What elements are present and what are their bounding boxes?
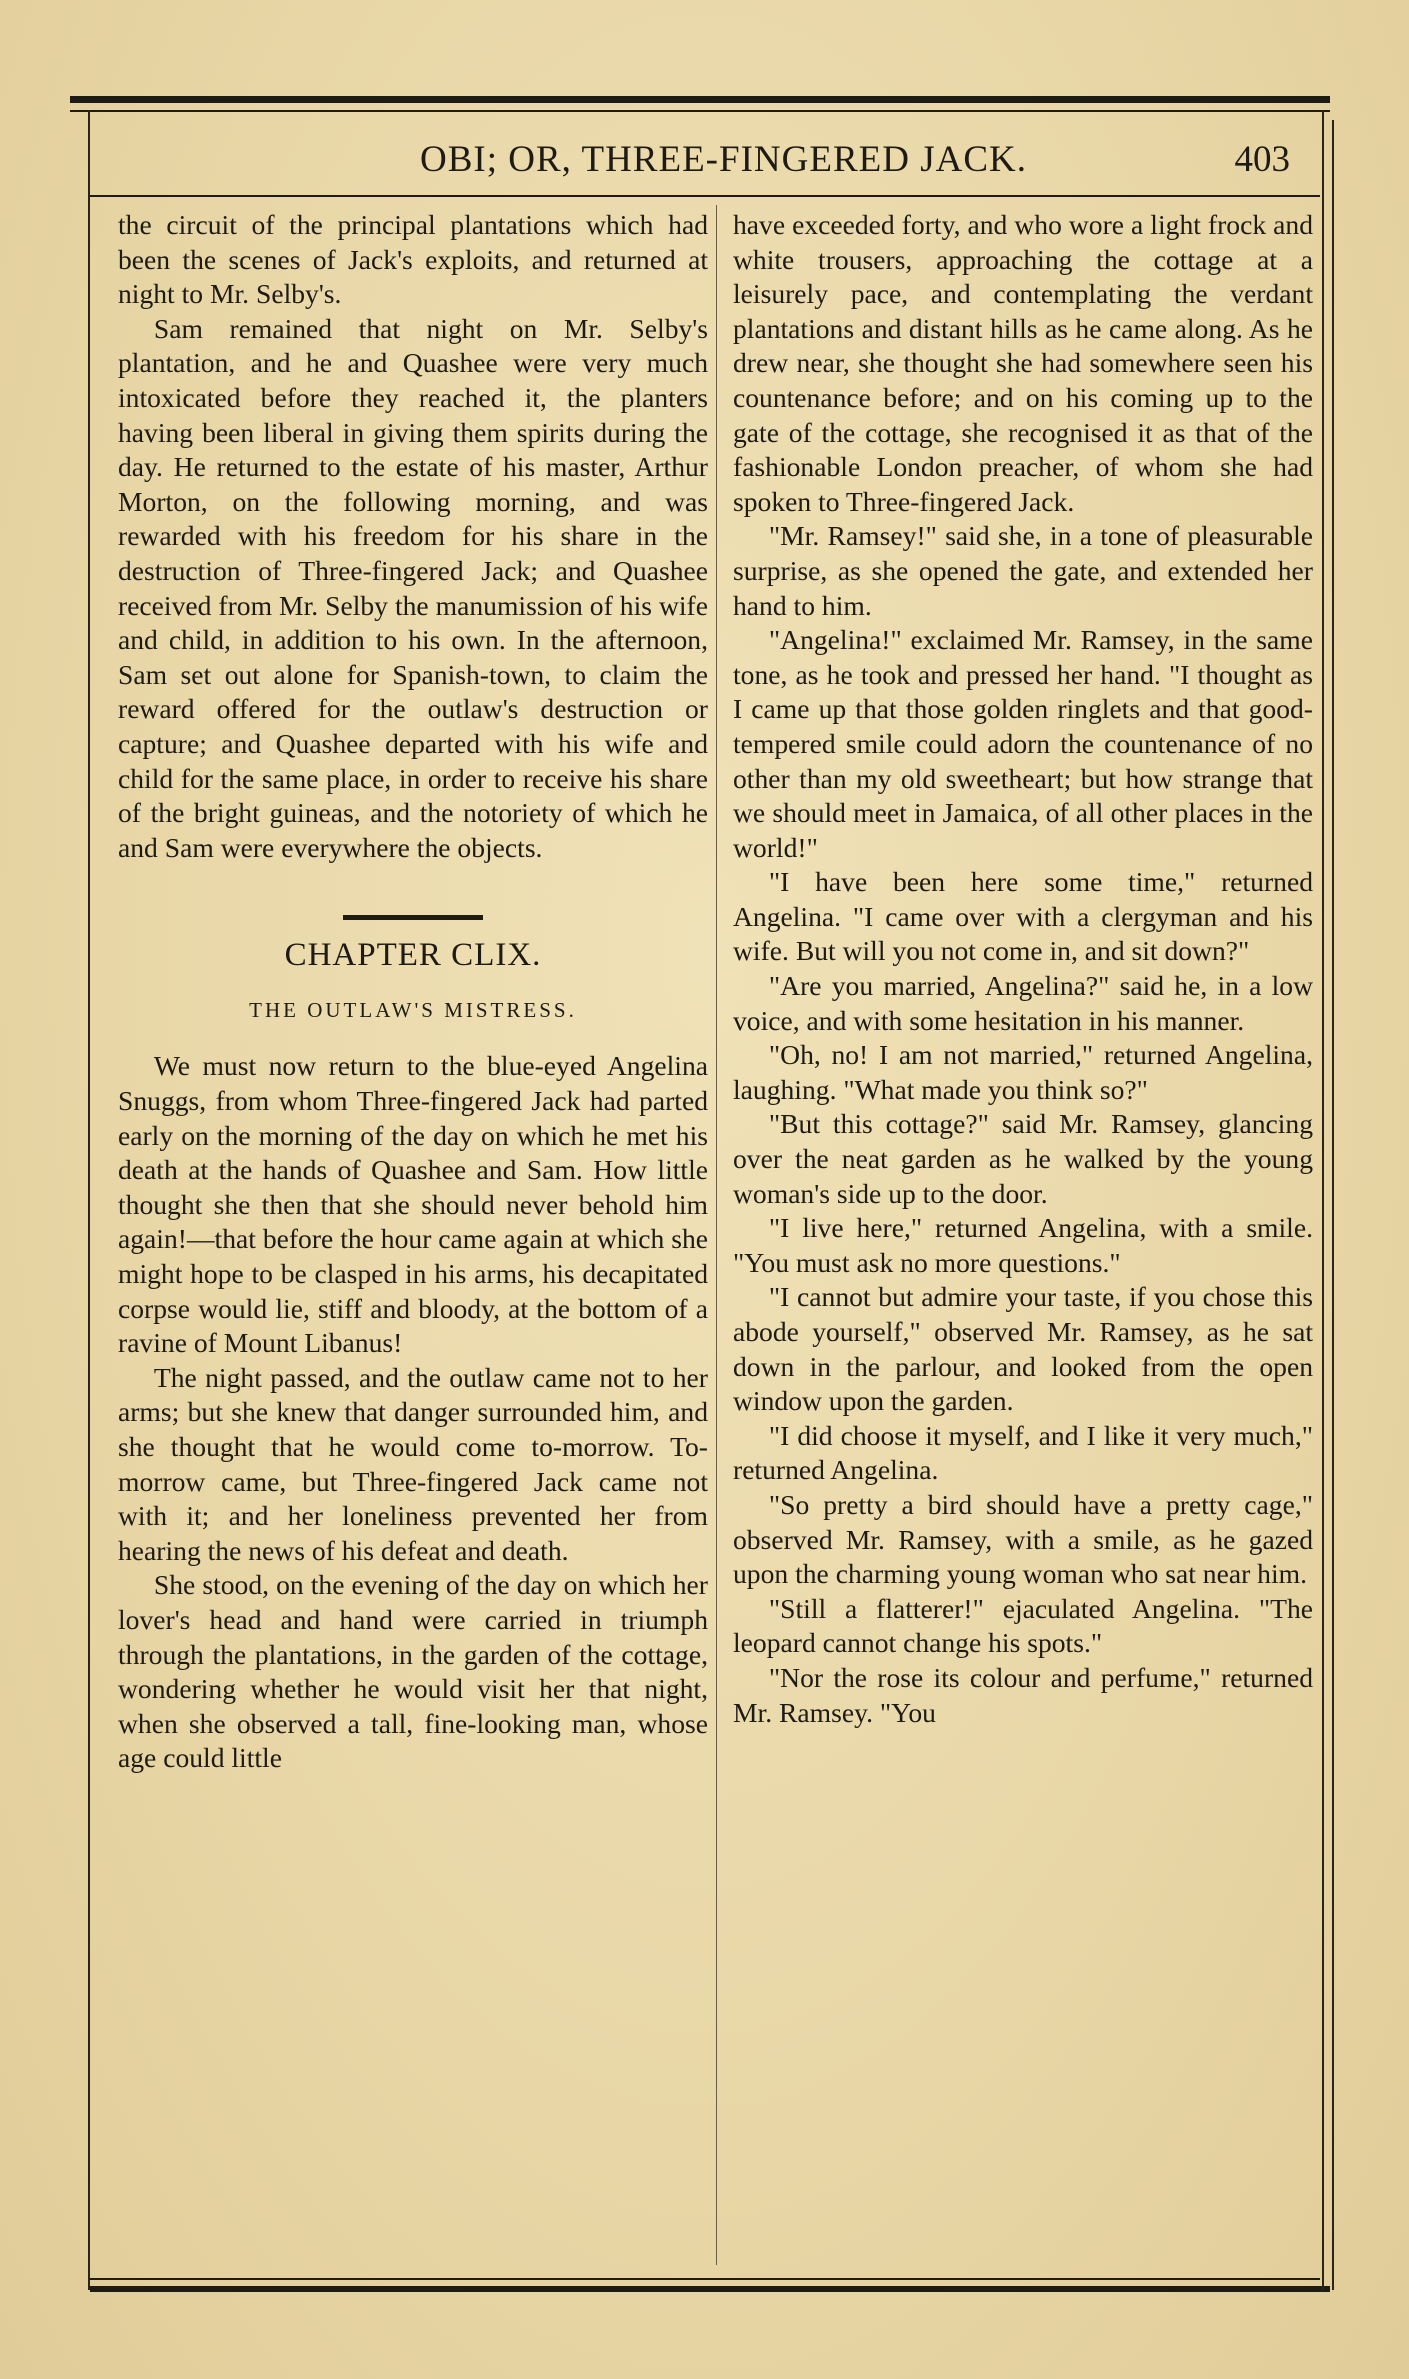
page-number: 403 xyxy=(1234,139,1290,180)
top-border-thick xyxy=(70,96,1330,103)
paragraph: "Still a flatterer!" ejaculated Angelina. "The leopard cannot change his spots." xyxy=(733,1592,1313,1659)
paragraph: The night passed, and the outlaw came not to her arms; but she knew that danger surrounded him, and she thought that he would come to-morrow. To-morrow came, but Three-fingered Jack came not with it; and her loneliness prevented her from hearing the news of his defeat and death. xyxy=(118,1361,708,1566)
section-ornament-rule xyxy=(343,915,483,920)
bottom-border-thick xyxy=(90,2286,1330,2292)
right-border-outer xyxy=(1332,120,1334,2290)
bottom-border-thin xyxy=(90,2278,1320,2280)
left-column xyxy=(118,208,708,1776)
paragraph: "Angelina!" exclaimed Mr. Ramsey, in the same tone, as he took and pressed her hand. "I thought as I came up that those golden ringlets and that good-tempered smile could adorn the countenance of no other than my old sweetheart; but how strange that we should meet in Jamaica, of all other places in the world!" xyxy=(733,624,1313,863)
paragraph: "Are you married, Angelina?" said he, in a low voice, and with some hesitation in his manner. xyxy=(733,970,1313,1036)
paragraph: "Nor the rose its colour and perfume," returned Mr. Ramsey. "You xyxy=(733,1661,1313,1728)
paragraph: "I live here," returned Angelina, with a smile. "You must ask no more questions." xyxy=(733,1212,1313,1278)
right-border-inner xyxy=(1322,110,1324,2290)
paragraph: "But this cottage?" said Mr. Ramsey, glancing over the neat garden as he walked by the young woman's side up to the door. xyxy=(733,1108,1313,1209)
paragraph: "Mr. Ramsey!" said she, in a tone of pleasurable surprise, as she opened the gate, and extended her hand to him. xyxy=(733,520,1313,621)
right-column xyxy=(733,208,1313,1730)
paragraph: We must now return to the blue-eyed Angelina Snuggs, from whom Three-fingered Jack had parted early on the morning of the day on which he met his death at the hands of Quashee and Sam. How little thought she then that she should never behold him again!—that before the hour came again at which she might hope to be clasped in his arms, his decapitated corpse would lie, stiff and bloody, at the bottom of a ravine of Mount Libanus! xyxy=(118,1050,708,1359)
paragraph: "Oh, no! I am not married," returned Angelina, laughing. "What made you think so?" xyxy=(733,1039,1313,1105)
paragraph: the circuit of the principal plantations which had been the scenes of Jack's exploits, and returned at night to Mr. Selby's. xyxy=(118,209,708,310)
paragraph: Sam remained that night on Mr. Selby's plantation, and he and Quashee were very much intoxicated before they reached it, the planters having been liberal in giving them spirits during the day. He returned to the estate of his master, Arthur Morton, on the following morning, and was rewarded with his freedom for his share in the destruction of Three-fingered Jack; and Quashee received from Mr. Selby the manumission of his wife and child, in addition to his own. In the afternoon, Sam set out alone for Spanish-town, to claim the reward offered for the outlaw's destruction or capture; and Quashee departed with his wife and child for the same place, in order to receive his share of the bright guineas, and the notoriety of which he and Sam were everywhere the objects. xyxy=(118,312,708,863)
left-border xyxy=(88,110,90,2290)
running-title: OBI; OR, THREE-FINGERED JACK. xyxy=(420,139,1027,180)
paragraph: "So pretty a bird should have a pretty cage," observed Mr. Ramsey, with a smile, as he gazed upon the charming young woman who sat near him. xyxy=(733,1488,1313,1590)
column-divider xyxy=(716,205,717,2265)
page-header xyxy=(90,132,1310,192)
paragraph: have exceeded forty, and who wore a light frock and white trousers, approaching the cottage at a leisurely pace, and contemplating the verdant plantations and distant hills as he came along. As he drew near, she thought she had somewhere seen his countenance before; and on his coming up to the gate of the cottage, she recognised it as that of the fashionable London preacher, of whom she had spoken to Three-fingered Jack. xyxy=(733,209,1313,517)
paragraph: "I did choose it myself, and I like it very much," returned Angelina. xyxy=(733,1419,1313,1486)
chapter-title: CHAPTER CLIX. xyxy=(284,937,542,974)
header-rule xyxy=(90,195,1320,197)
top-border-thin xyxy=(70,110,1330,112)
paragraph: She stood, on the evening of the day on which her lover's head and hand were carried in triumph through the plantations, in the garden of the cottage, wondering whether he would visit her that night, when she observed a tall, fine-looking man, whose age could little xyxy=(118,1569,708,1774)
chapter-subtitle: THE OUTLAW'S MISTRESS. xyxy=(249,997,577,1022)
paragraph: "I have been here some time," returned Angelina. "I came over with a clergyman and his wife. But will you not come in, and sit down?" xyxy=(733,866,1313,967)
paragraph: "I cannot but admire your taste, if you chose this abode yourself," observed Mr. Ramsey, as he sat down in the parlour, and looked from the open window upon the garden. xyxy=(733,1281,1313,1417)
